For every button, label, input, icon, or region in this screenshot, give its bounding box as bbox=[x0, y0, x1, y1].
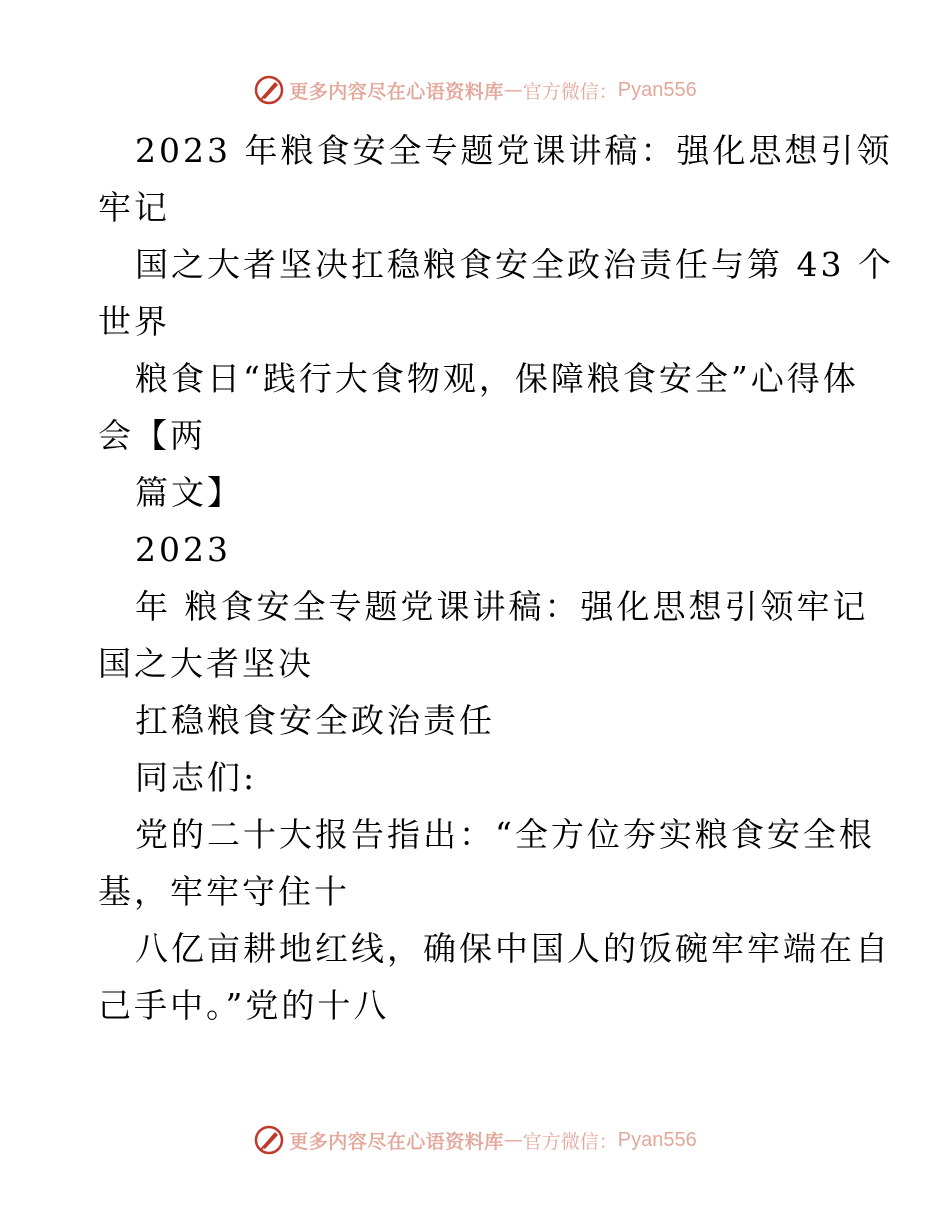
text-line: 粮食日“践行大食物观，保障粮食安全”心得体 bbox=[135, 359, 859, 398]
document-body bbox=[98, 122, 894, 1034]
header-dash: — bbox=[503, 79, 523, 101]
text-line: 世界 bbox=[98, 302, 170, 341]
header-site-name: 更多内容尽在心语资料库 bbox=[289, 80, 504, 103]
text-line: 年 粮食安全专题党课讲稿：强化思想引领牢记 bbox=[135, 587, 869, 626]
footer-wechat-label: 官方微信： bbox=[522, 1130, 618, 1153]
text-line: 2023 bbox=[135, 530, 231, 569]
text-line: 2023 年粮食安全专题党课讲稿：强化思想引领 bbox=[135, 131, 893, 170]
footer-watermark bbox=[0, 1120, 950, 1160]
header-wechat-id: Pyan556 bbox=[617, 78, 697, 101]
text-line: 国之大者坚决 bbox=[98, 644, 314, 683]
text-line: 八亿亩耕地红线，确保中国人的饭碗牢牢端在自 bbox=[135, 929, 891, 968]
text-line: 会【两 bbox=[98, 416, 206, 455]
quill-logo-icon bbox=[253, 1124, 285, 1156]
text-line: 扛稳粮食安全政治责任 bbox=[135, 701, 495, 740]
quill-logo-icon bbox=[253, 74, 285, 106]
text-line: 基，牢牢守住十 bbox=[98, 872, 350, 911]
footer-dash: — bbox=[503, 1129, 523, 1151]
text-line: 篇文】 bbox=[135, 473, 243, 512]
text-line: 党的二十大报告指出：“全方位夯实粮食安全根 bbox=[135, 815, 875, 854]
text-line: 国之大者坚决扛稳粮食安全政治责任与第 43 个 bbox=[135, 245, 894, 284]
header-watermark bbox=[0, 70, 950, 110]
footer-site-name: 更多内容尽在心语资料库 bbox=[289, 1130, 504, 1153]
header-wechat-label: 官方微信： bbox=[522, 80, 618, 103]
text-line: 同志们: bbox=[135, 758, 258, 797]
text-line: 牢记 bbox=[98, 188, 170, 227]
footer-wechat-id: Pyan556 bbox=[617, 1128, 697, 1151]
text-line: 己手中。”党的十八 bbox=[98, 986, 390, 1025]
